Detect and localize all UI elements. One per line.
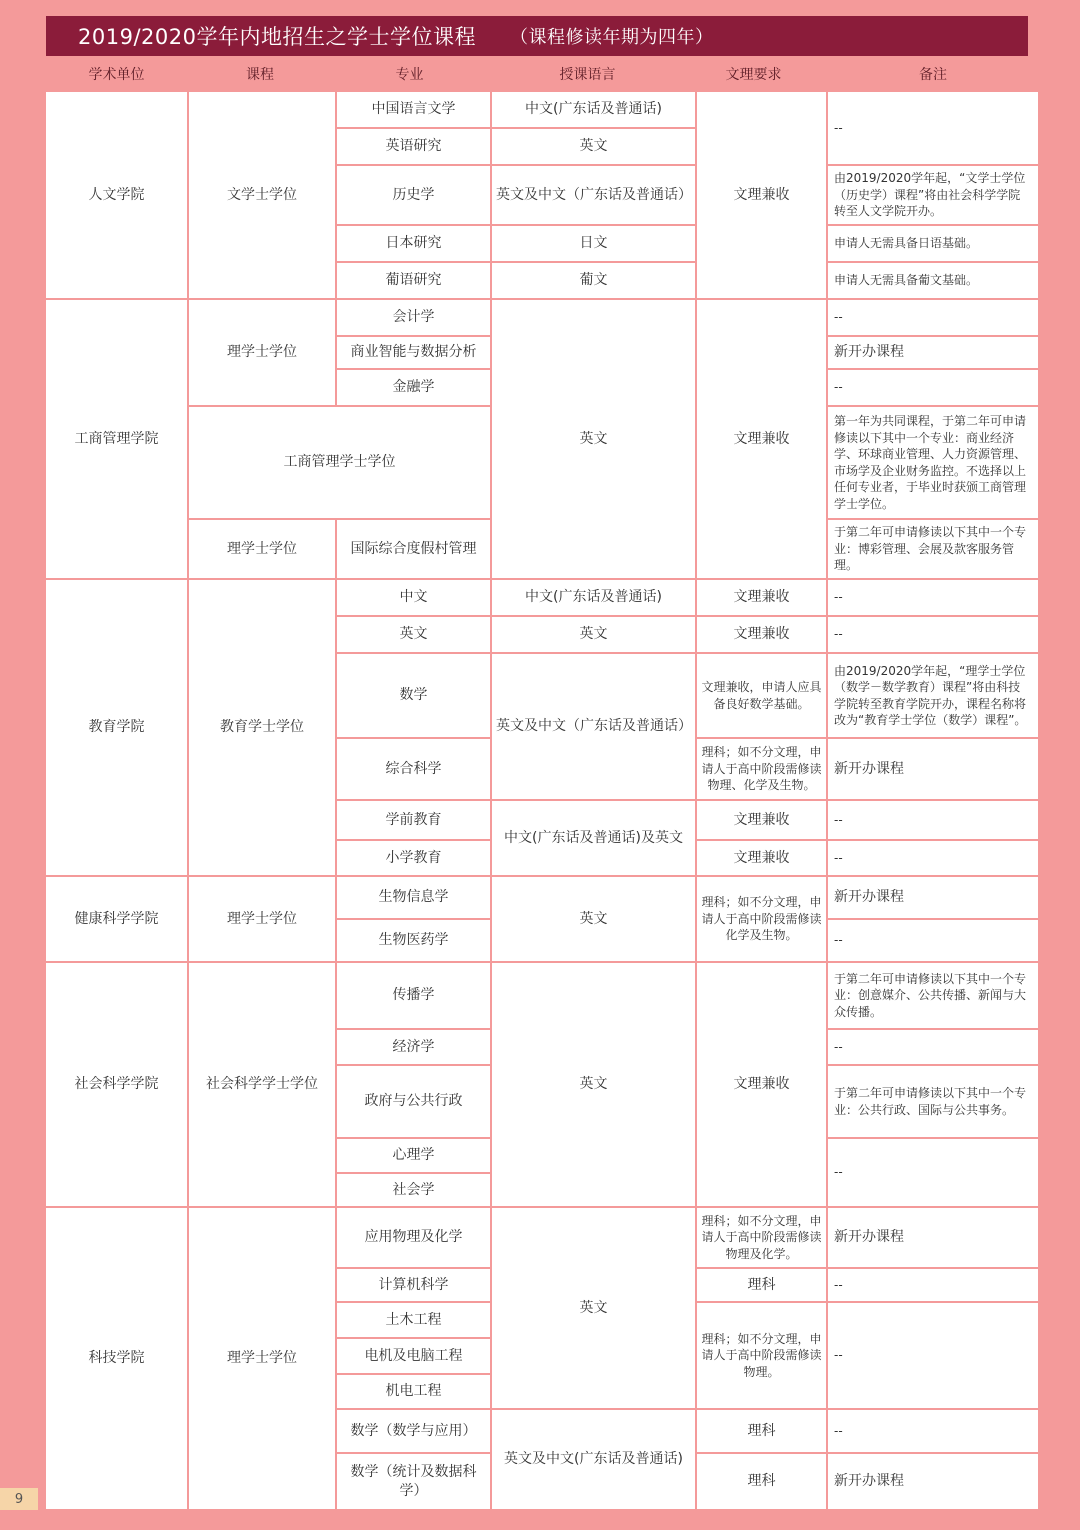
language-cell: 中文(广东话及普通话)及英文 (492, 801, 695, 875)
remark-cell: 于第二年可申请修读以下其中一个专业：公共行政、国际与公共事务。 (828, 1066, 1038, 1137)
requirement-cell: 文理兼收 (697, 617, 826, 652)
language-cell: 英文 (492, 300, 695, 578)
degree-cell: 教育学士学位 (189, 580, 335, 875)
major-cell: 数学 (337, 654, 490, 737)
major-cell: 心理学 (337, 1139, 490, 1172)
major-cell: 政府与公共行政 (337, 1066, 490, 1137)
table-header (46, 58, 1028, 90)
degree-cell: 理学士学位 (189, 877, 335, 961)
remark-cell: 新开办课程 (828, 739, 1038, 799)
degree-cell: 理学士学位 (189, 520, 335, 578)
remark-cell: 申请人无需具备日语基础。 (828, 226, 1038, 261)
remark-cell: -- (828, 300, 1038, 335)
language-cell: 中文(广东话及普通话) (492, 92, 695, 127)
major-cell: 计算机科学 (337, 1269, 490, 1301)
header-major: 专业 (395, 67, 424, 83)
remark-cell: -- (828, 1269, 1038, 1301)
language-cell: 英文及中文（广东话及普通话） (492, 166, 695, 224)
requirement-cell: 理科；如不分文理，申请人于高中阶段需修读物理及化学。 (697, 1208, 826, 1267)
requirement-cell: 理科；如不分文理，申请人于高中阶段需修读物理。 (697, 1303, 826, 1408)
degree-cell: 社会科学学士学位 (189, 963, 335, 1206)
page-number: 9 (0, 1488, 38, 1510)
major-cell: 社会学 (337, 1174, 490, 1206)
requirement-cell: 理科；如不分文理，申请人于高中阶段需修读物理、化学及生物。 (697, 739, 826, 799)
language-cell: 葡文 (492, 263, 695, 298)
remark-cell: -- (828, 1139, 1038, 1206)
header-requirement: 文理要求 (725, 67, 782, 83)
degree-cell: 理学士学位 (189, 1208, 335, 1509)
programme-table (46, 92, 1030, 1510)
language-cell: 英文 (492, 129, 695, 164)
remark-cell: -- (828, 1303, 1038, 1408)
language-cell: 日文 (492, 226, 695, 261)
language-cell: 英文及中文(广东话及普通话) (492, 1410, 695, 1509)
header-language: 授课语言 (559, 67, 616, 83)
remark-cell: 由2019/2020学年起，“文学士学位（历史学）课程”将由社会科学学院转至人文学院开办。 (828, 166, 1038, 224)
requirement-cell: 文理兼收 (697, 92, 826, 298)
remark-cell: -- (828, 920, 1038, 961)
faculty-cell: 社会科学学院 (46, 963, 187, 1206)
remark-cell: 于第二年可申请修读以下其中一个专业：创意媒介、公共传播、新闻与大众传播。 (828, 963, 1038, 1028)
remark-cell: -- (828, 841, 1038, 875)
degree-cell: 理学士学位 (189, 300, 335, 405)
major-cell: 应用物理及化学 (337, 1208, 490, 1267)
major-cell: 经济学 (337, 1030, 490, 1064)
language-cell: 英文及中文（广东话及普通话） (492, 654, 695, 799)
major-cell: 国际综合度假村管理 (337, 520, 490, 578)
header-faculty: 学术单位 (88, 67, 145, 83)
page-title: 2019/2020学年内地招生之学士学位课程 (78, 25, 476, 49)
language-cell: 英文 (492, 963, 695, 1206)
remark-cell: -- (828, 1410, 1038, 1452)
major-cell: 历史学 (337, 166, 490, 224)
major-cell: 生物信息学 (337, 877, 490, 918)
major-cell: 会计学 (337, 300, 490, 335)
language-cell: 英文 (492, 877, 695, 961)
major-cell: 英文 (337, 617, 490, 652)
major-cell: 金融学 (337, 370, 490, 405)
language-cell: 英文 (492, 1208, 695, 1408)
page-title-bar (46, 16, 1028, 56)
remark-cell: 第一年为共同课程，于第二年可申请修读以下其中一个专业：商业经济学、环球商业管理、人力资源管理、市场学及企业财务监控。不选择以上任何专业者，于毕业时获颁工商管理学士学位。 (828, 407, 1038, 518)
language-cell: 中文(广东话及普通话) (492, 580, 695, 615)
major-cell: 数学（统计及数据科学） (337, 1454, 490, 1509)
major-cell: 生物医药学 (337, 920, 490, 961)
major-cell: 电机及电脑工程 (337, 1339, 490, 1373)
major-cell: 综合科学 (337, 739, 490, 799)
remark-cell: 新开办课程 (828, 1454, 1038, 1509)
requirement-cell: 文理兼收 (697, 300, 826, 578)
remark-cell: 申请人无需具备葡文基础。 (828, 263, 1038, 298)
major-cell: 土木工程 (337, 1303, 490, 1337)
faculty-cell: 工商管理学院 (46, 300, 187, 578)
major-cell: 传播学 (337, 963, 490, 1028)
major-cell: 日本研究 (337, 226, 490, 261)
remark-cell: -- (828, 370, 1038, 405)
remark-cell: -- (828, 580, 1038, 615)
requirement-cell: 理科；如不分文理，申请人于高中阶段需修读化学及生物。 (697, 877, 826, 961)
major-cell: 中文 (337, 580, 490, 615)
remark-cell: -- (828, 1030, 1038, 1064)
remark-cell: 于第二年可申请修读以下其中一个专业：博彩管理、会展及款客服务管理。 (828, 520, 1038, 578)
degree-cell: 工商管理学士学位 (189, 407, 490, 518)
major-cell: 数学（数学与应用） (337, 1410, 490, 1452)
major-cell: 学前教育 (337, 801, 490, 839)
faculty-cell: 教育学院 (46, 580, 187, 875)
remark-cell: 新开办课程 (828, 337, 1038, 368)
faculty-cell: 健康科学学院 (46, 877, 187, 961)
requirement-cell: 文理兼收 (697, 580, 826, 615)
remark-cell: -- (828, 617, 1038, 652)
requirement-cell: 文理兼收 (697, 841, 826, 875)
requirement-cell: 理科 (697, 1410, 826, 1452)
major-cell: 中国语言文学 (337, 92, 490, 127)
major-cell: 机电工程 (337, 1375, 490, 1408)
faculty-cell: 人文学院 (46, 92, 187, 298)
remark-cell: -- (828, 801, 1038, 839)
remark-cell: 由2019/2020学年起，“理学士学位（数学－数学教育）课程”将由科技学院转至教育学院开办，课程名称将改为“教育学士学位（数学）课程”。 (828, 654, 1038, 737)
requirement-cell: 文理兼收，申请人应具备良好数学基础。 (697, 654, 826, 737)
remark-cell: -- (828, 92, 1038, 164)
requirement-cell: 文理兼收 (697, 801, 826, 839)
header-degree: 课程 (246, 67, 274, 83)
remark-cell: 新开办课程 (828, 1208, 1038, 1267)
requirement-cell: 理科 (697, 1269, 826, 1301)
major-cell: 小学教育 (337, 841, 490, 875)
page-subtitle: （课程修读年期为四年） (509, 27, 714, 48)
requirement-cell: 理科 (697, 1454, 826, 1509)
major-cell: 葡语研究 (337, 263, 490, 298)
faculty-cell: 科技学院 (46, 1208, 187, 1509)
major-cell: 英语研究 (337, 129, 490, 164)
requirement-cell: 文理兼收 (697, 963, 826, 1206)
degree-cell: 文学士学位 (189, 92, 335, 298)
remark-cell: 新开办课程 (828, 877, 1038, 918)
header-remarks: 备注 (919, 67, 947, 83)
language-cell: 英文 (492, 617, 695, 652)
major-cell: 商业智能与数据分析 (337, 337, 490, 368)
